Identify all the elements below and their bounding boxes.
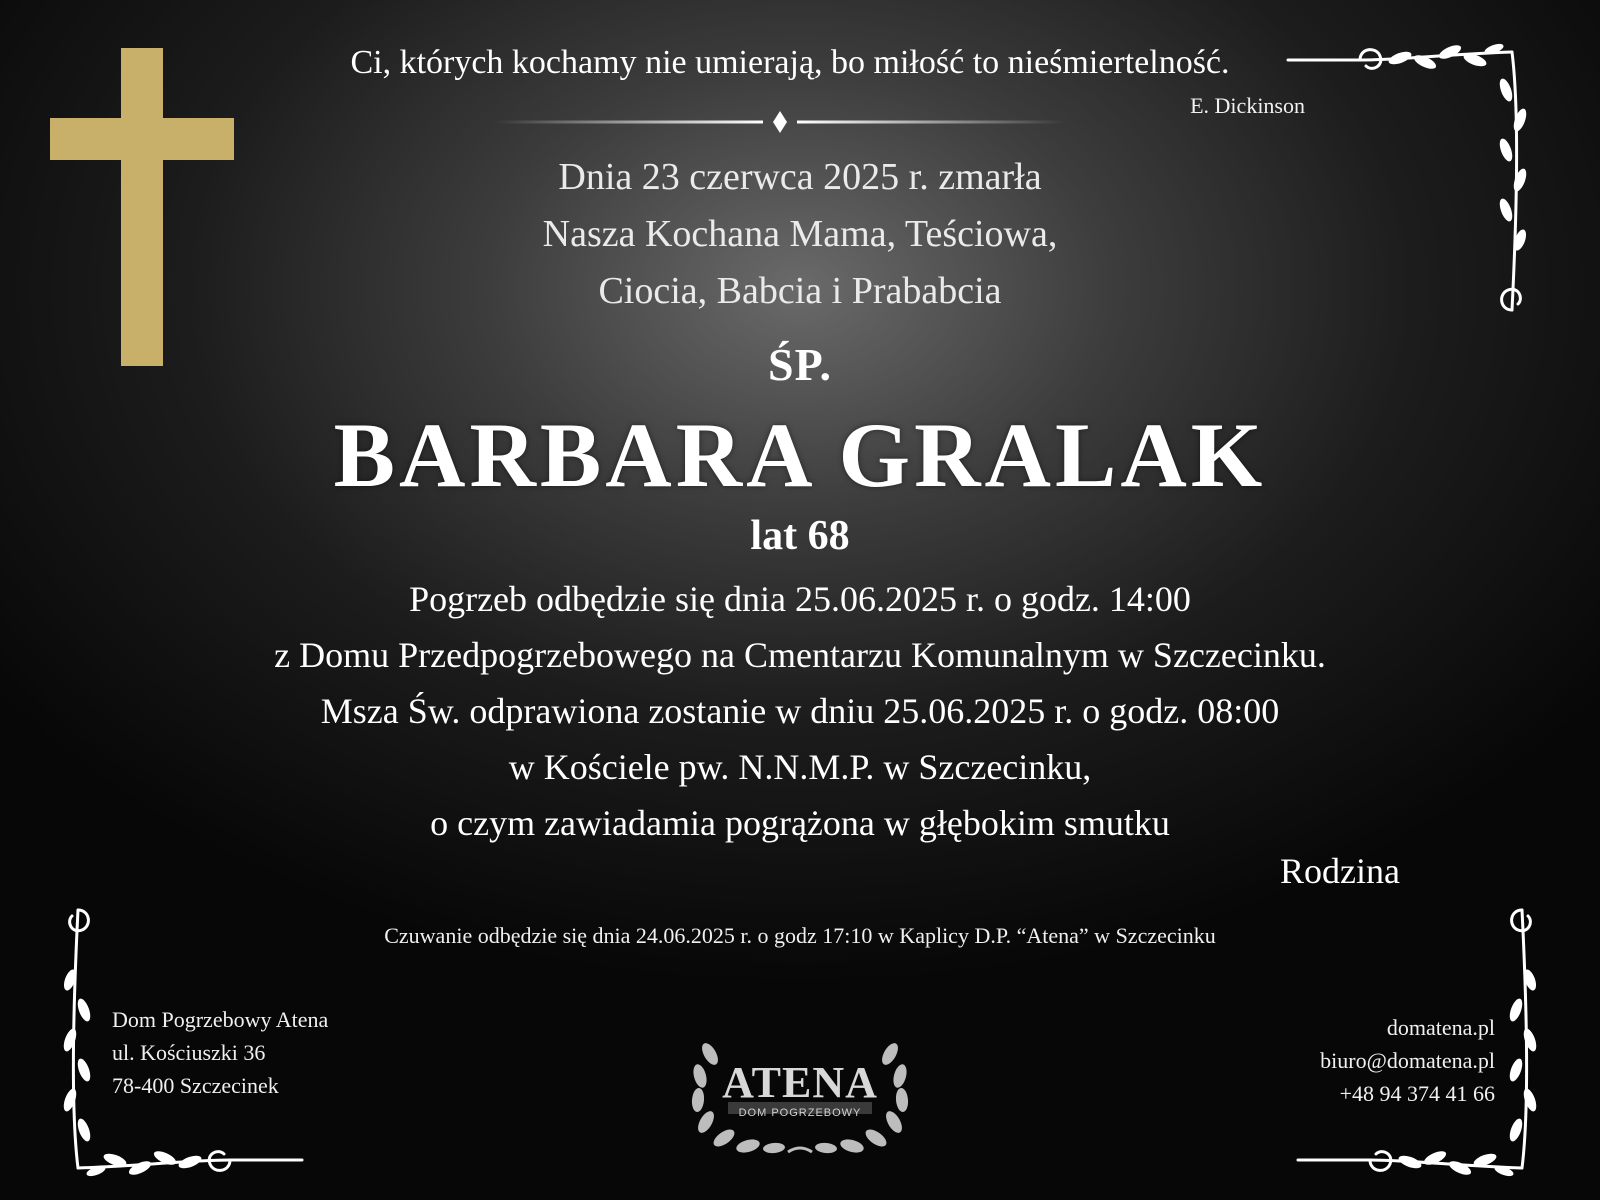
funeral-date-line: Pogrzeb odbędzie się dnia 25.06.2025 r. o godz. 14:00 <box>409 579 1191 619</box>
memorial-quote: Ci, których kochamy nie umierają, bo miłość to nieśmiertelność. <box>350 44 1230 81</box>
funeral-home-street: ul. Kościuszki 36 <box>112 1040 266 1065</box>
funeral-home-address <box>112 1003 432 1102</box>
family-relations-line-2: Ciocia, Babcia i Prababcia <box>598 270 1002 312</box>
website-link[interactable]: domatena.pl <box>1386 1015 1495 1040</box>
funeral-place-line: z Domu Przedpogrzebowego na Cmentarzu Komunalnym w Szczecinku. <box>274 635 1326 675</box>
funeral-home-city: 78-400 Szczecinek <box>112 1073 279 1098</box>
email-link[interactable]: biuro@domatena.pl <box>1320 1048 1495 1073</box>
logo-wordmark: ATENA <box>722 1058 878 1107</box>
deceased-age: lat 68 <box>750 513 850 559</box>
funeral-home-name: Dom Pogrzebowy Atena <box>112 1007 329 1032</box>
phone-number: +48 94 374 41 66 <box>1339 1081 1495 1106</box>
family-relations-line: Nasza Kochana Mama, Teściowa, <box>542 213 1058 255</box>
honorific-title: ŚP. <box>768 339 832 390</box>
death-announcement-line: Dnia 23 czerwca 2025 r. zmarła <box>558 156 1042 198</box>
mass-place-line: w Kościele pw. N.N.M.P. w Szczecinku, <box>508 747 1092 787</box>
logo-subtitle: DOM POGRZEBOWY <box>738 1107 862 1119</box>
ornamental-divider <box>495 110 1065 134</box>
mass-date-line: Msza Św. odprawiona zostanie w dniu 25.06.2025 r. o godz. 08:00 <box>320 691 1280 731</box>
funeral-home-contacts <box>1150 1011 1495 1110</box>
vigil-notice: Czuwanie odbędzie się dnia 24.06.2025 r. o godz 17:10 w Kaplicy D.P. “Atena” w Szczecinku <box>384 923 1216 948</box>
deceased-name: BARBARA GRALAK <box>333 404 1267 506</box>
notice-closing-line: o czym zawiadamia pogrążona w głębokim smutku <box>430 803 1170 843</box>
family-signature: Rodzina <box>1280 851 1400 891</box>
quote-author: E. Dickinson <box>1190 93 1305 118</box>
